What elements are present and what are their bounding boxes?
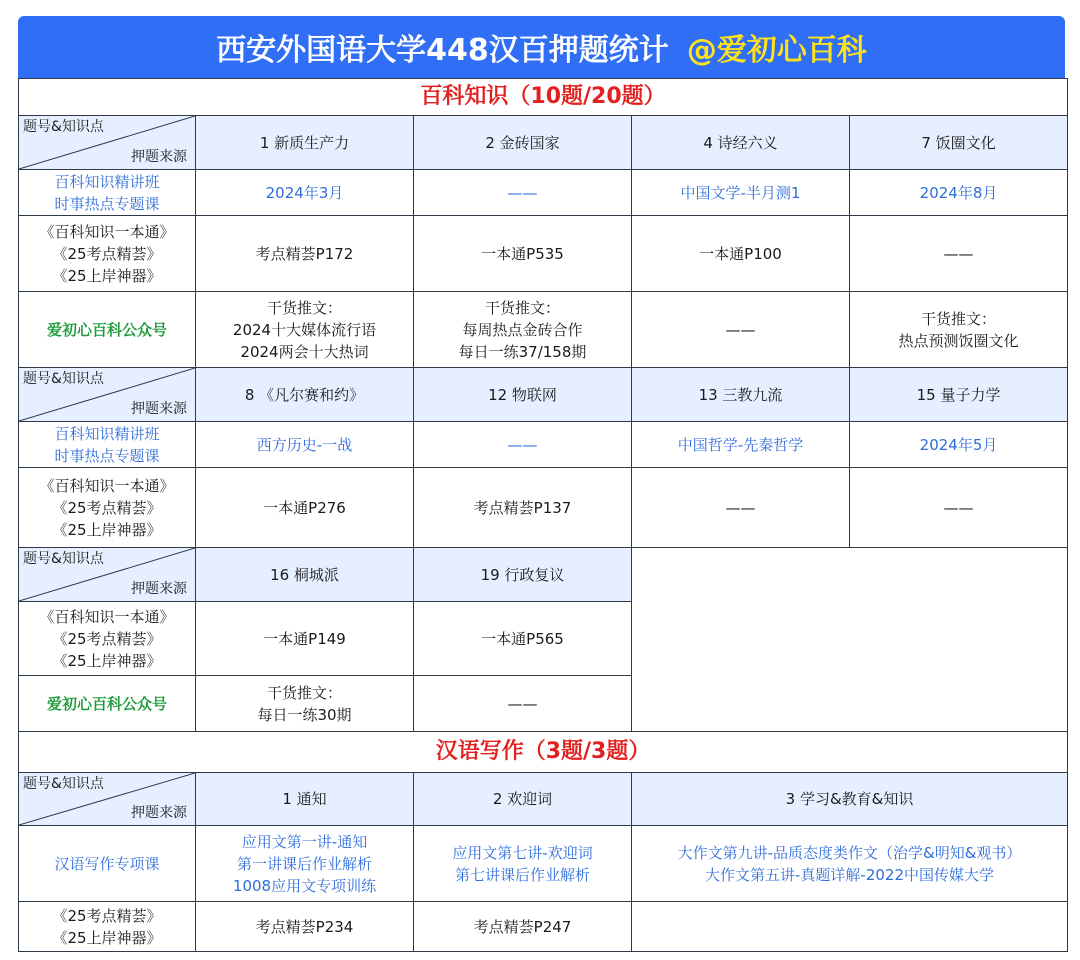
page-title (18, 16, 1065, 78)
topic-header: 19 行政复议 (414, 548, 632, 602)
topic-header: 8 《凡尔赛和约》 (196, 368, 414, 422)
wechat-line: 每周热点金砖合作 (462, 320, 583, 339)
source-books (19, 216, 196, 292)
source-books (19, 902, 196, 952)
title-main: 西安外国语大学448汉百押题统计 (216, 33, 669, 68)
course-cell: 中国文学-半月测1 (632, 170, 850, 216)
book-cell: 一本通P565 (414, 602, 632, 676)
course-line: 大作文第九讲-品质态度类作文（治学&明知&观书） (677, 843, 1022, 862)
diag-top-label: 题号&知识点 (23, 551, 104, 567)
source-line: 《25上岸神器》 (52, 928, 162, 947)
wechat-line: 干货推文： (266, 683, 342, 702)
diagonal-header-cell (19, 368, 196, 422)
topic-header: 12 物联网 (414, 368, 632, 422)
wechat-line: 每日一练30期 (257, 705, 352, 724)
topic-header: 3 学习&教育&知识 (632, 773, 1068, 826)
book-cell: 一本通P535 (414, 216, 632, 292)
wechat-line: 2024两会十大热词 (240, 342, 369, 361)
book-cell: 一本通P276 (196, 468, 414, 548)
diag-bottom-label: 押题来源 (131, 805, 187, 821)
wechat-cell (414, 292, 632, 368)
source-line: 《百科知识一本通》 (39, 607, 175, 626)
source-line: 百科知识精讲班 (54, 424, 160, 443)
book-cell: —— (850, 216, 1068, 292)
course-line: 1008应用文专项训练 (232, 876, 377, 895)
wechat-line: 热点预测饭圈文化 (898, 331, 1019, 350)
course-cell: 2024年5月 (850, 422, 1068, 468)
book-cell: 一本通P149 (196, 602, 414, 676)
book-cell: 考点精荟P137 (414, 468, 632, 548)
topic-header: 1 新质生产力 (196, 116, 414, 170)
course-cell: 2024年3月 (196, 170, 414, 216)
course-cell (632, 826, 1068, 902)
diag-bottom-label: 押题来源 (131, 149, 187, 165)
topic-header: 4 诗经六义 (632, 116, 850, 170)
topic-header: 7 饭圈文化 (850, 116, 1068, 170)
course-line: 第一讲课后作业解析 (236, 854, 372, 873)
course-cell: —— (414, 170, 632, 216)
source-course (19, 422, 196, 468)
book-cell: 一本通P100 (632, 216, 850, 292)
source-books (19, 602, 196, 676)
source-line: 时事热点专题课 (54, 194, 160, 213)
wechat-cell (196, 676, 414, 732)
course-line: 应用文第七讲-欢迎词 (452, 843, 593, 862)
empty-cell (632, 902, 1068, 952)
diag-bottom-label: 押题来源 (131, 581, 187, 597)
diagonal-header-cell (19, 116, 196, 170)
book-cell: —— (632, 468, 850, 548)
source-course (19, 170, 196, 216)
book-cell: 考点精荟P234 (196, 902, 414, 952)
book-cell: 考点精荟P172 (196, 216, 414, 292)
topic-header: 1 通知 (196, 773, 414, 826)
diag-bottom-label: 押题来源 (131, 401, 187, 417)
source-wechat: 爱初心百科公众号 (19, 292, 196, 368)
source-line: 《25考点精荟》 (52, 906, 162, 925)
source-line: 《百科知识一本通》 (39, 476, 175, 495)
course-line: 应用文第一讲-通知 (241, 832, 368, 851)
wechat-line: 每日一练37/158期 (458, 342, 587, 361)
course-cell: —— (414, 422, 632, 468)
wechat-cell: —— (414, 676, 632, 732)
wechat-cell (850, 292, 1068, 368)
topic-header: 2 欢迎词 (414, 773, 632, 826)
wechat-line: 干货推文： (921, 309, 997, 328)
source-line: 《25上岸神器》 (52, 651, 162, 670)
source-books (19, 468, 196, 548)
empty-area (632, 548, 1068, 732)
topic-header: 2 金砖国家 (414, 116, 632, 170)
source-line: 《百科知识一本通》 (39, 222, 175, 241)
section-baike-title: 百科知识（10题/20题） (19, 79, 1068, 116)
source-line: 《25考点精荟》 (52, 629, 162, 648)
source-line: 时事热点专题课 (54, 446, 160, 465)
wechat-line: 干货推文： (266, 298, 342, 317)
wechat-cell: —— (632, 292, 850, 368)
title-brand: @爱初心百科 (686, 33, 867, 68)
course-line: 第七讲课后作业解析 (454, 865, 590, 884)
course-cell: 西方历史-一战 (196, 422, 414, 468)
topic-header: 13 三教九流 (632, 368, 850, 422)
book-cell: 考点精荟P247 (414, 902, 632, 952)
source-course: 汉语写作专项课 (19, 826, 196, 902)
diagonal-header-cell (19, 773, 196, 826)
source-line: 《25考点精荟》 (52, 244, 162, 263)
source-line: 《25上岸神器》 (52, 266, 162, 285)
wechat-line: 干货推文： (484, 298, 560, 317)
course-cell (414, 826, 632, 902)
course-cell: 中国哲学-先秦哲学 (632, 422, 850, 468)
course-cell (196, 826, 414, 902)
course-line: 大作文第五讲-真题详解-2022中国传媒大学 (705, 865, 995, 884)
source-wechat: 爱初心百科公众号 (19, 676, 196, 732)
topic-header: 15 量子力学 (850, 368, 1068, 422)
source-line: 百科知识精讲班 (54, 172, 160, 191)
section-hanyu-title: 汉语写作（3题/3题） (19, 732, 1068, 773)
source-line: 《25考点精荟》 (52, 498, 162, 517)
source-line: 《25上岸神器》 (52, 520, 162, 539)
course-cell: 2024年8月 (850, 170, 1068, 216)
diag-top-label: 题号&知识点 (23, 371, 104, 387)
diag-top-label: 题号&知识点 (23, 776, 104, 792)
topic-header: 16 桐城派 (196, 548, 414, 602)
diagonal-header-cell (19, 548, 196, 602)
diag-top-label: 题号&知识点 (23, 119, 104, 135)
stats-table (18, 78, 1068, 952)
wechat-cell (196, 292, 414, 368)
book-cell: —— (850, 468, 1068, 548)
wechat-line: 2024十大媒体流行语 (232, 320, 377, 339)
